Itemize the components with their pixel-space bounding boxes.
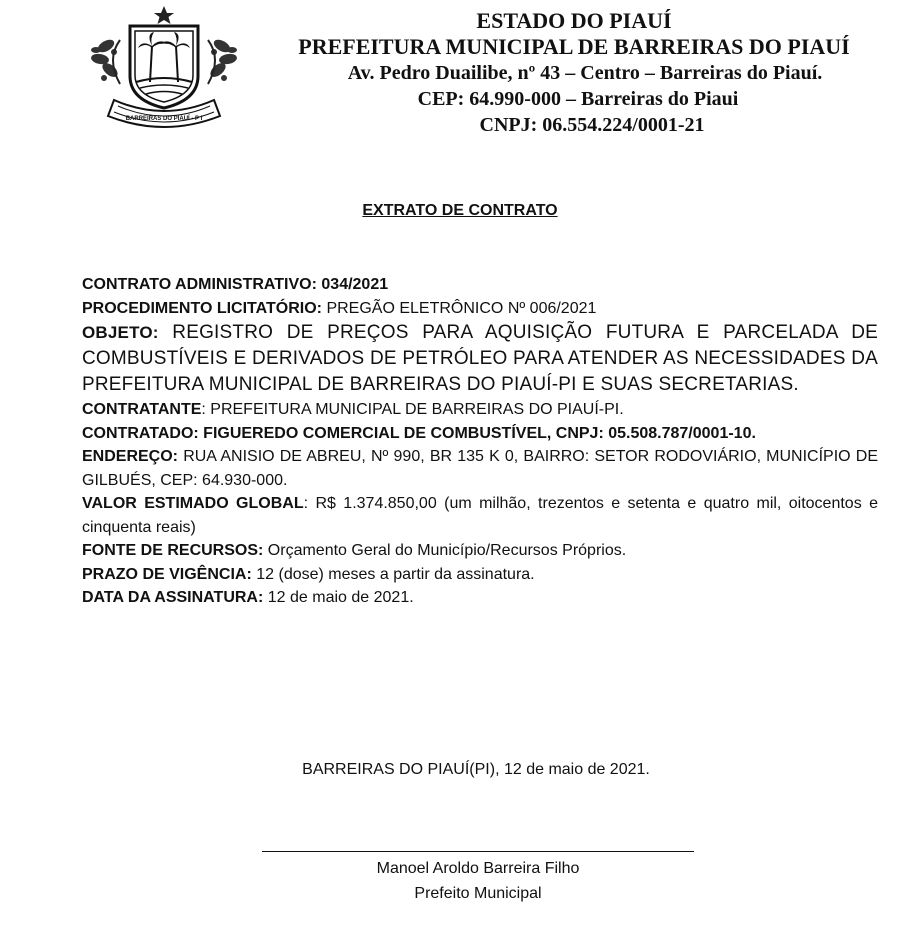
prefecture-name: PREFEITURA MUNICIPAL DE BARREIRAS DO PIAUÍ [298, 34, 850, 59]
contracting-party: CONTRATANTE: PREFEITURA MUNICIPAL DE BARREIRAS DO PIAUÍ-PI. [82, 401, 624, 418]
document-title: EXTRATO DE CONTRATO [362, 202, 558, 219]
contracted-address: ENDEREÇO: RUA ANISIO DE ABREU, Nº 990, BR 135 K 0, BAIRRO: SETOR RODOVIÁRIO, MUNICÍPIO DE GILBUÉS, CEP: 64.930-000. [82, 448, 879, 489]
state-name: ESTADO DO PIAUÍ [476, 8, 672, 33]
bidding-procedure: PROCEDIMENTO LICITATÓRIO: PREGÃO ELETRÔNICO Nº 006/2021 [82, 299, 597, 317]
prefecture-cep: CEP: 64.990-000 – Barreiras do Piaui [417, 88, 739, 110]
prefecture-address: Av. Pedro Duailibe, nº 43 – Centro – Barreiras do Piauí. [347, 62, 823, 84]
contract-number: CONTRATO ADMINISTRATIVO: 034/2021 [82, 276, 389, 293]
signatory-name: Manoel Aroldo Barreira Filho [376, 860, 580, 877]
signature-line [262, 851, 694, 852]
validity-period: PRAZO DE VIGÊNCIA: 12 (dose) meses a partir da assinatura. [82, 565, 535, 583]
prefecture-cnpj: CNPJ: 06.554.224/0001-21 [479, 114, 705, 136]
letterhead [262, 8, 886, 138]
svg-text:BARREIRAS DO PIAUÍ - P I: BARREIRAS DO PIAUÍ - P I [125, 116, 203, 122]
estimated-value: VALOR ESTIMADO GLOBAL: R$ 1.374.850,00 (um milhão, trezentos e setenta e quatro mil, oitocentos e cinquenta reais) [82, 495, 878, 536]
coat-of-arms-icon [84, 4, 244, 138]
signature-date: DATA DA ASSINATURA: 12 de maio de 2021. [82, 589, 414, 606]
contracted-party: CONTRATADO: FIGUEREDO COMERCIAL DE COMBUSTÍVEL, CNPJ: 05.508.787/0001-10. [82, 424, 756, 442]
funding-source: FONTE DE RECURSOS: Orçamento Geral do Município/Recursos Próprios. [82, 542, 627, 559]
signatory-role: Prefeito Municipal [414, 885, 542, 902]
contract-object: OBJETO: REGISTRO DE PREÇOS PARA AQUISIÇÃO FUTURA E PARCELADA DE COMBUSTÍVEIS E DERIVADOS DE PETRÓLEO PARA ATENDER AS NECESSIDADES DA PREFEITURA MUNICIPAL DE BARREIRAS DO PIAUÍ-PI E SUAS SECRETARIAS. [82, 322, 878, 395]
contract-details [82, 273, 878, 610]
place-and-date: BARREIRAS DO PIAUÍ(PI), 12 de maio de 2021. [302, 761, 650, 778]
